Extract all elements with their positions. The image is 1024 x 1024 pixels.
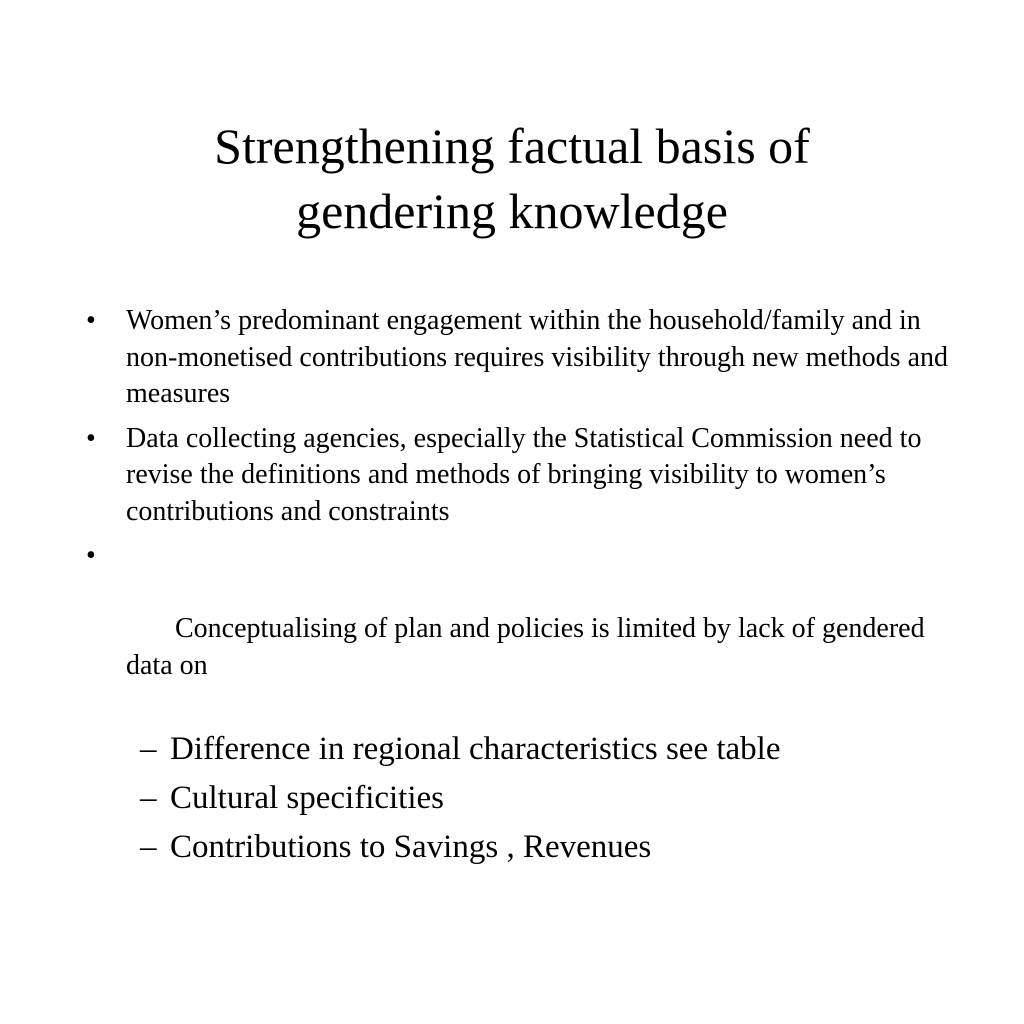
sub-bullet-text: Contributions to Savings , Revenues [170, 828, 652, 865]
sub-bullet-item [84, 778, 954, 818]
sub-bullet-item [84, 827, 954, 867]
slide-body [84, 303, 954, 876]
slide-title-line-2: gendering knowledge [296, 183, 728, 239]
sub-bullet-marker: – [140, 779, 157, 816]
bullet-marker: • [86, 540, 96, 571]
bullet-marker: • [86, 305, 96, 336]
sub-bullet-marker: – [140, 828, 157, 865]
slide-title-line-1: Strengthening factual basis of [214, 118, 810, 174]
bullet-item [84, 303, 954, 413]
bullet-text: Conceptualising of plan and policies is limited by lack of gendered data on [126, 613, 932, 681]
bullet-text: Data collecting agencies, especially the Statistical Commission need to revise the definitions and methods of bringing visibility to women’s contributions and constraints [126, 422, 922, 527]
bullet-marker: • [86, 422, 96, 454]
bullet-item [84, 538, 954, 721]
sub-bullet-marker: – [140, 730, 157, 767]
bullet-text: Women’s predominant engagement within the household/family and in non-monetised contributions requires visibility through new methods and measures [126, 305, 948, 409]
sub-bullet-text: Cultural specificities [170, 779, 445, 816]
sub-bullet-item [84, 729, 954, 769]
bullet-item [84, 421, 954, 531]
slide-title [60, 114, 964, 244]
sub-bullet-text: Difference in regional characteristics see table [170, 730, 781, 767]
